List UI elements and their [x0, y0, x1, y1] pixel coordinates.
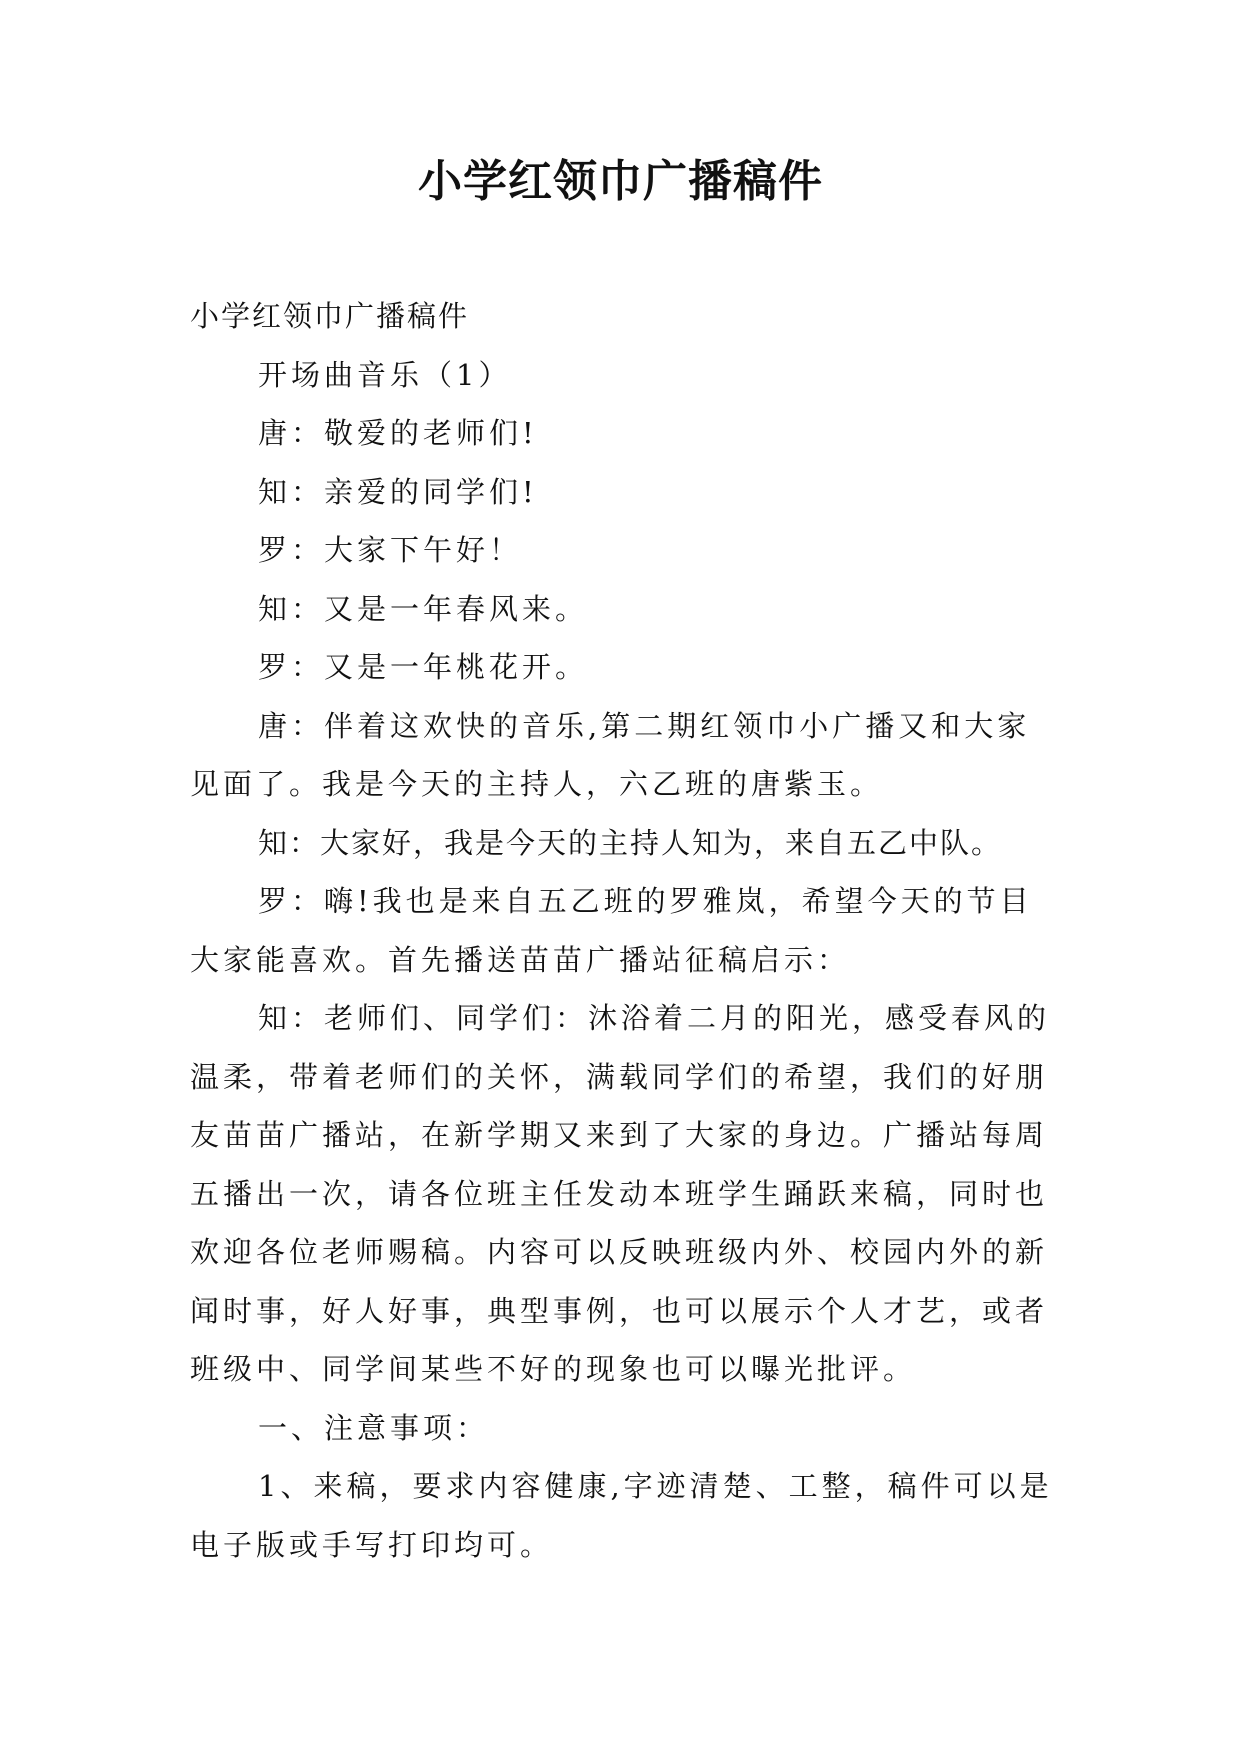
paragraph: 唐：敬爱的老师们! — [258, 416, 538, 450]
subtitle-line: 小学红领巾广播稿件 — [190, 299, 470, 333]
paragraph: 知：大家好，我是今天的主持人知为，来自五乙中队。 — [258, 825, 1003, 860]
paragraph: 1、来稿，要求内容健康,字迹清楚、工整，稿件可以是电子版或手写打印均可。 — [190, 1469, 1053, 1562]
document-body — [190, 287, 1056, 1574]
paragraph: 知：老师们、同学们：沐浴着二月的阳光，感受春风的温柔，带着老师们的关怀，满载同学们的希望，我们的好朋友苗苗广播站，在新学期又来到了大家的身边。广播站每周五播出一次，请各位班主任发动本班学生踊跃来稿，同时也欢迎各位老师赐稿。内容可以反映班级内外、校园内外的新闻时事，好人好事，典型事例，也可以展示个人才艺，或者班级中、同学间某些不好的现象也可以曝光批评。 — [190, 1001, 1051, 1386]
paragraph: 开场曲音乐（1） — [258, 357, 512, 392]
paragraph: 知：亲爱的同学们! — [258, 474, 538, 509]
paragraph: 罗：又是一年桃花开。 — [258, 650, 589, 684]
document-title: 小学红领巾广播稿件 — [418, 156, 823, 207]
paragraph: 知：又是一年春风来。 — [258, 591, 589, 626]
paragraph: 唐：伴着这欢快的音乐,第二期红领巾小广播又和大家见面了。我是今天的主持人，六乙班的唐紫玉。 — [190, 708, 1031, 801]
paragraph: 一、注意事项： — [258, 1410, 490, 1445]
paragraph: 罗：大家下午好！ — [258, 533, 523, 567]
paragraph: 罗：嗨!我也是来自五乙班的罗雅岚，希望今天的节目大家能喜欢。首先播送苗苗广播站征稿启示： — [190, 884, 1033, 977]
